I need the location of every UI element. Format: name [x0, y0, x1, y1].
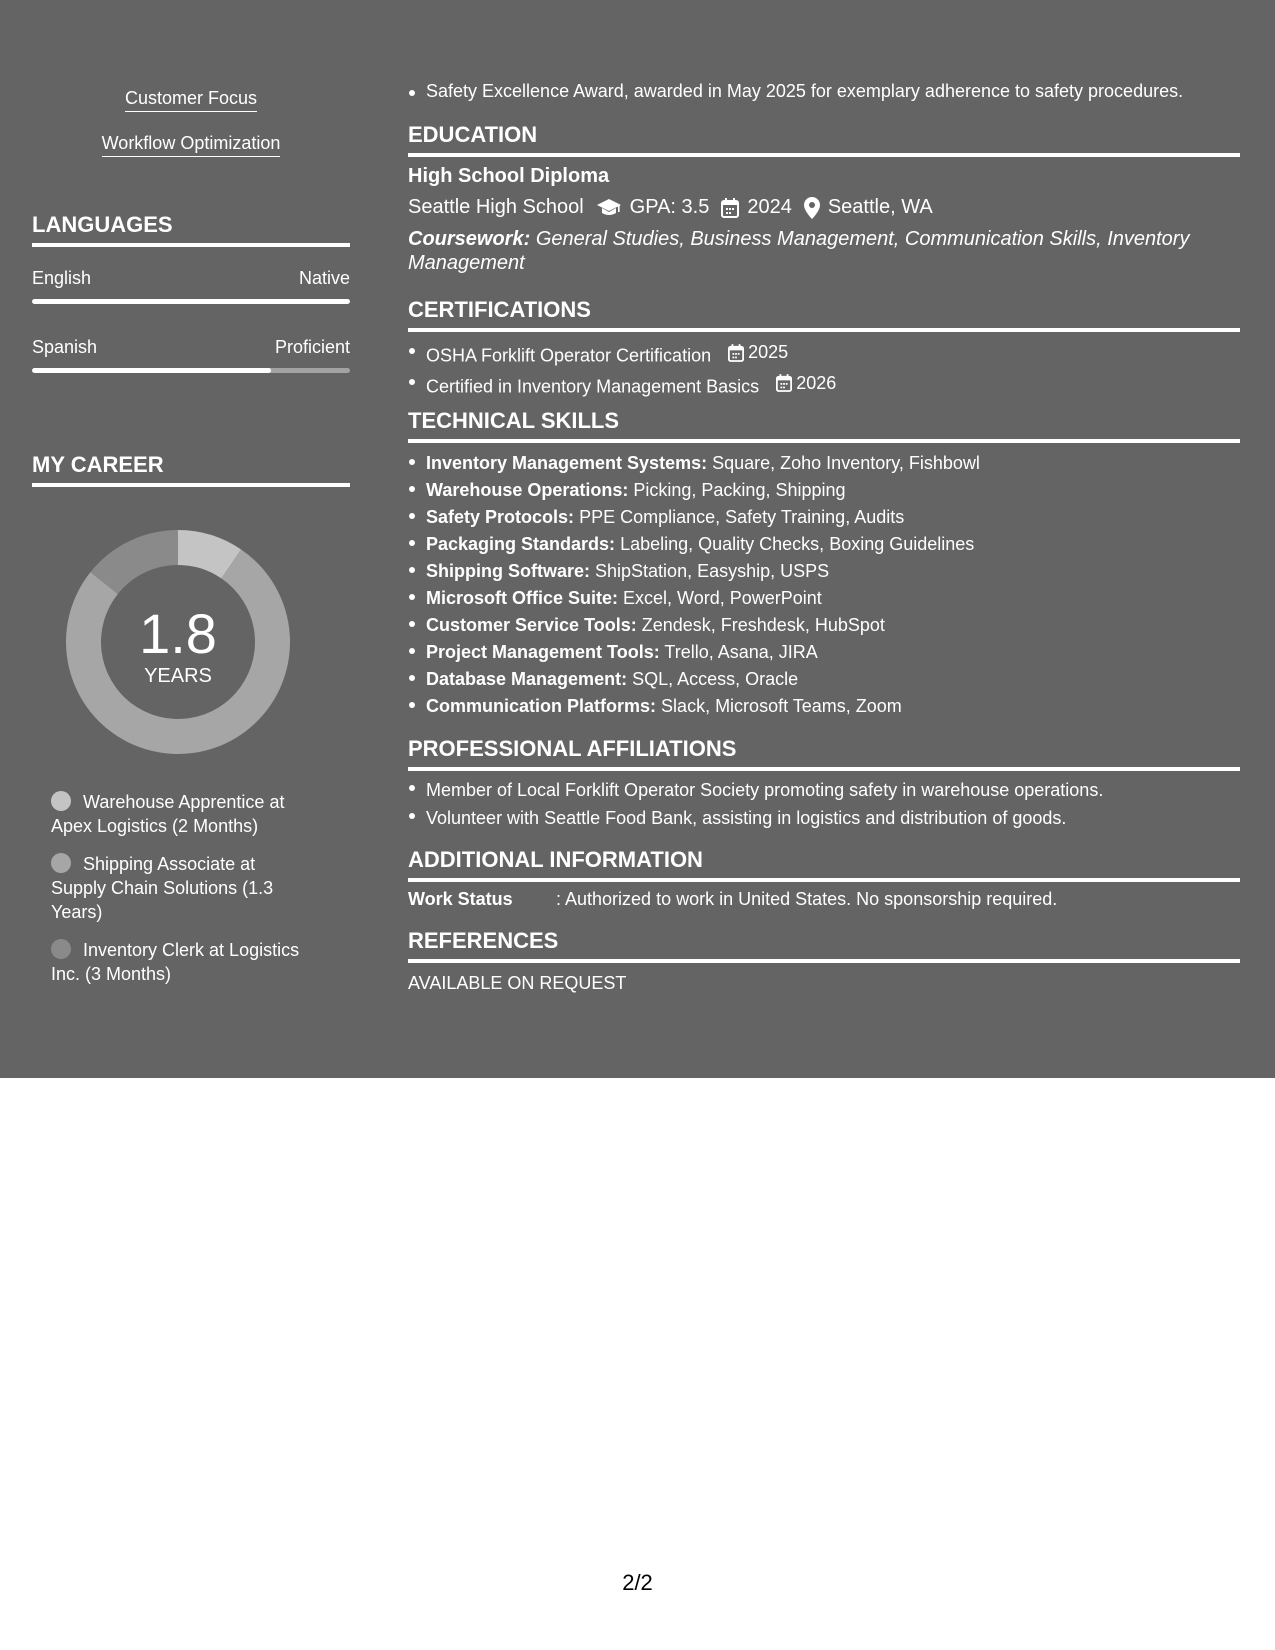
career-item: Warehouse Apprentice at Apex Logistics (2 Months): [51, 792, 285, 836]
career-dot-icon: [51, 853, 71, 873]
coursework: [408, 227, 1208, 275]
language-row-spanish: [32, 337, 350, 358]
affiliations-heading: PROFESSIONAL AFFILIATIONS: [408, 736, 1240, 771]
references-text: AVAILABLE ON REQUEST: [408, 973, 627, 993]
career-dot-icon: [51, 791, 71, 811]
skill-item: Warehouse Operations: Picking, Packing, Shipping: [408, 477, 1240, 504]
career-donut-chart: [66, 530, 290, 754]
skill-item: Project Management Tools: Trello, Asana, JIRA: [408, 639, 1240, 666]
school-name: Seattle High School: [408, 196, 584, 218]
language-level: Native: [298, 268, 350, 288]
certifications-list: [408, 339, 1240, 400]
coursework-label: Coursework:: [408, 228, 531, 250]
certifications-heading: CERTIFICATIONS: [408, 297, 1240, 332]
languages-heading: LANGUAGES: [32, 212, 350, 247]
career-dot-icon: [51, 939, 71, 959]
certification-year: 2025: [748, 342, 789, 362]
award-item: Safety Excellence Award, awarded in May 2025 for exemplary adherence to safety procedures.: [408, 81, 1240, 102]
career-item: Shipping Associate at Supply Chain Solutions (1.3 Years): [51, 854, 274, 922]
certification-item: Certified in Inventory Management Basics 2026: [408, 370, 1240, 401]
awards-list: [408, 81, 1240, 102]
career-total-years: 1.8: [139, 602, 217, 665]
graduation-cap-icon: [596, 198, 622, 218]
degree-title: High School Diploma: [408, 165, 610, 187]
coursework-list: General Studies, Business Management, Communication Skills, Inventory Management: [408, 228, 1190, 274]
skill-item: Packaging Standards: Labeling, Quality Checks, Boxing Guidelines: [408, 531, 1240, 558]
skill-item: Customer Service Tools: Zendesk, Freshdesk, HubSpot: [408, 612, 1240, 639]
language-bar-fill: [32, 299, 350, 304]
education-heading: EDUCATION: [408, 122, 1240, 157]
calendar-icon: [721, 198, 739, 218]
language-name: English: [32, 268, 92, 288]
language-row-english: [32, 268, 350, 289]
skill-item: Microsoft Office Suite: Excel, Word, PowerPoint: [408, 585, 1240, 612]
skill-item: Inventory Management Systems: Square, Zoho Inventory, Fishbowl: [408, 450, 1240, 477]
technical-skills-list: [408, 450, 1240, 720]
skill-link-customer-focus[interactable]: Customer Focus: [32, 88, 350, 109]
location-pin-icon: [804, 197, 820, 219]
career-total-unit: YEARS: [144, 665, 212, 687]
work-status-value: : Authorized to work in United States. No sponsorship required.: [556, 889, 1058, 909]
certification-item: OSHA Forklift Operator Certification 2025: [408, 339, 1240, 370]
language-bar-spanish: [32, 368, 350, 373]
career-heading: MY CAREER: [32, 452, 350, 487]
language-level: Proficient: [274, 337, 350, 357]
skill-item: Shipping Software: ShipStation, Easyship, USPS: [408, 558, 1240, 585]
work-status-label: Work Status: [408, 889, 513, 909]
skill-item: Communication Platforms: Slack, Microsoft Teams, Zoom: [408, 693, 1240, 720]
additional-info-heading: ADDITIONAL INFORMATION: [408, 847, 1240, 882]
affiliation-item: Volunteer with Seattle Food Bank, assisting in logistics and distribution of goods.: [408, 804, 1240, 832]
affiliations-list: [408, 776, 1240, 832]
graduation-year: 2024: [747, 196, 792, 218]
work-status: [408, 889, 1057, 910]
gpa: GPA: 3.5: [629, 196, 710, 218]
skill-link-workflow-optimization[interactable]: Workflow Optimization: [32, 133, 350, 154]
calendar-icon: [776, 374, 792, 392]
certification-year: 2026: [796, 372, 837, 393]
page-number: 2/2: [622, 1570, 653, 1595]
language-bar-english: [32, 299, 350, 304]
education-details: [408, 196, 933, 219]
technical-skills-heading: TECHNICAL SKILLS: [408, 408, 1240, 443]
calendar-icon: [728, 344, 744, 362]
skill-item: Safety Protocols: PPE Compliance, Safety Training, Audits: [408, 504, 1240, 531]
career-item: Inventory Clerk at Logistics Inc. (3 Months): [51, 940, 300, 984]
skill-item: Database Management: SQL, Access, Oracle: [408, 666, 1240, 693]
school-location: Seattle, WA: [827, 196, 933, 218]
references-heading: REFERENCES: [408, 928, 1240, 963]
language-bar-fill: [32, 368, 271, 373]
affiliation-item: Member of Local Forklift Operator Society promoting safety in warehouse operations.: [408, 776, 1240, 804]
language-name: Spanish: [32, 337, 98, 357]
